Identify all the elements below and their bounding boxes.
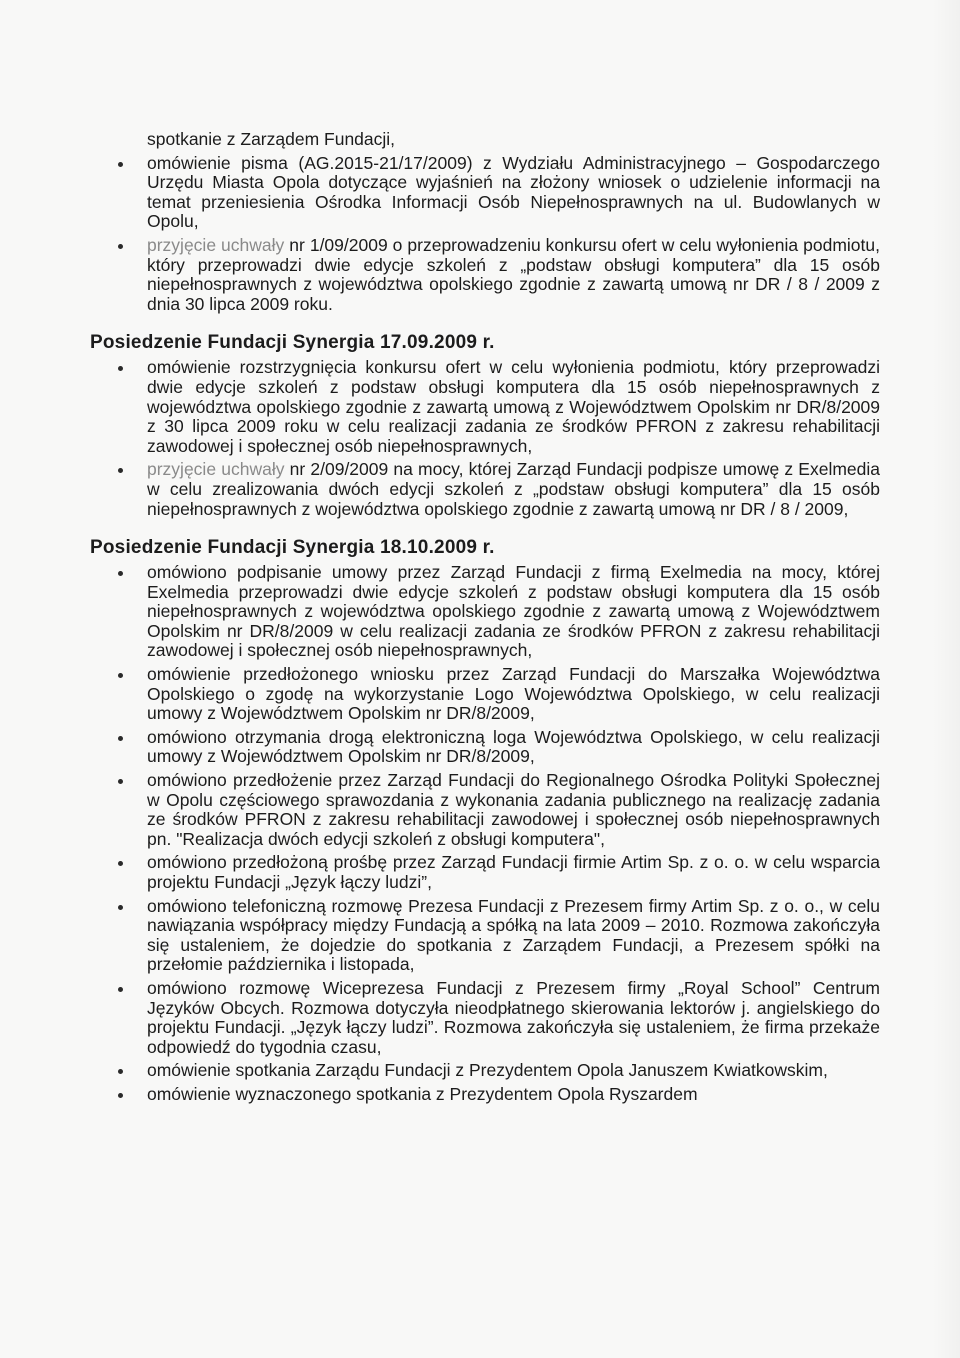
list-item <box>90 130 880 150</box>
item-text: omówienie rozstrzygnięcia konkursu ofert w celu wyłonienia podmiotu, który przeprowadzi dwie edycje szkoleń z podstaw obsługi komputera dla 15 osób niepełnosprawnych z województwa opolskiego zgodnie z zawartą umową z Województwem Opolskim nr DR/8/2009 z 30 lipca 2009 roku w celu realizacji zadania ze środków PFRON z zakresu rehabilitacji zawodowej i społecznej osób niepełnosprawnych, <box>147 357 880 456</box>
list-item <box>90 665 880 724</box>
document-body <box>90 130 880 1109</box>
item-text: omówienie wyznaczonego spotkania z Prezydentem Opola Ryszardem <box>147 1083 698 1104</box>
section-heading: Posiedzenie Fundacji Synergia 18.10.2009 r. <box>90 537 495 559</box>
item-text: omówiono podpisanie umowy przez Zarząd Fundacji z firmą Exelmedia na mocy, której Exelmedia przeprowadzi dwie edycje szkoleń z podstaw obsługi komputera dla 15 osób niepełnosprawnych z województwa opolskiego zgodnie z zawartą umową z Województwem Opolskim nr DR/8/2009 w celu realizacji zadania ze środków PFRON z zakresu rehabilitacji zawodowej i społecznej osób niepełnosprawnych, <box>147 562 880 661</box>
list-item <box>90 728 880 767</box>
bullet-icon <box>118 987 123 992</box>
bullet-icon <box>118 673 123 678</box>
bullet-icon <box>118 244 123 249</box>
section-heading: Posiedzenie Fundacji Synergia 17.09.2009 r. <box>90 332 495 354</box>
list-item <box>90 236 880 314</box>
bullet-icon <box>118 1093 123 1098</box>
faint-prefix-text: przyjęcie uchwały <box>147 234 285 255</box>
item-text: spotkanie z Zarządem Fundacji, <box>147 129 396 149</box>
bullet-icon <box>118 1069 123 1074</box>
meeting-section <box>90 332 880 519</box>
bullet-icon <box>118 861 123 866</box>
item-text: omówiono przedłożoną prośbę przez Zarząd Fundacji firmie Artim Sp. z o. o. w celu wsparcia projektu Fundacji „Język łączy ludzi”, <box>147 852 880 892</box>
item-text: omówiono przedłożenie przez Zarząd Fundacji do Regionalnego Ośrodka Polityki Społecznej w Opolu częściowego sprawozdania z wykonania zadania publicznego na realizację zadania ze środków PFRON z zakresu rehabilitacji zawodowej i społecznej osób niepełnosprawnych pn. "Realizacja dwóch edycji szkoleń z obsługi komputera", <box>147 770 880 849</box>
list-item <box>90 1085 880 1105</box>
faint-prefix-text: przyjęcie uchwały <box>147 459 285 480</box>
section-item-list <box>90 563 880 1104</box>
item-text: omówiono rozmowę Wiceprezesa Fundacji z Prezesem firmy „Royal School” Centrum Języków Obcych. Rozmowa dotyczyła nieodpłatnego skierowania lektorów j. angielskiego do projektu Fundacji. „Język łączy ludzi”. Rozmowa zakończyła się ustaleniem, że firma przekaże odpowiedź do tygodnia czasu, <box>147 977 880 1057</box>
list-item <box>90 771 880 849</box>
list-item <box>90 897 880 975</box>
list-item <box>90 358 880 456</box>
item-text: nr 1/09/2009 o przeprowadzeniu konkursu ofert w celu wyłonienia podmiotu, który przeprowadzi dwie edycje szkoleń z „podstaw obsługi komputera” dla 15 osób niepełnosprawnych z województwa opolskiego zgodnie z zawartą umową nr DR / 8 / 2009 z dnia 30 lipca 2009 roku. <box>147 234 880 314</box>
bullet-icon <box>118 366 123 371</box>
item-text: omówienie spotkania Zarządu Fundacji z Prezydentem Opola Januszem Kwiatkowskim, <box>147 1060 828 1081</box>
list-item <box>90 979 880 1057</box>
section-item-list <box>90 358 880 519</box>
item-text: omówienie przedłożonego wniosku przez Zarząd Fundacji do Marszałka Województwa Opolskiego o zgodę na wykorzystanie Logo Województwa Opolskiego, w celu realizacji umowy z Województwem Opolskim nr DR/8/2009, <box>147 664 880 724</box>
bullet-icon <box>118 162 123 167</box>
scan-edge-shadow <box>932 0 960 1358</box>
item-text: nr 2/09/2009 na mocy, której Zarząd Fundacji podpisze umowę z Exelmedia w celu zrealizowania dwóch edycji szkoleń z „podstaw obsługi komputera” dla 15 osób niepełnosprawnych z województwa opolskiego zgodnie z zawartą umową nr DR / 8 / 2009, <box>147 459 881 519</box>
item-text: omówiono telefoniczną rozmowę Prezesa Fundacji z Prezesem firmy Artim Sp. z o. o., w celu nawiązania współpracy między Fundacją a spółką na lata 2009 – 2010. Rozmowa zakończyła się ustaleniem, że dojedzie do spotkania z Zarządem Fundacji, a Prezesem spółki na przełomie października i listopada, <box>147 895 880 975</box>
bullet-icon <box>118 736 123 741</box>
bullet-icon <box>118 779 123 784</box>
list-item <box>90 853 880 892</box>
list-item <box>90 460 880 519</box>
meeting-section <box>90 537 880 1104</box>
item-text: omówienie pisma (AG.2015-21/17/2009) z Wydziału Administracyjnego – Gospodarczego Urzędu Miasta Opola dotyczące wyjaśnień na złożony wniosek o udzielenie informacji na temat przeniesienia Ośrodka Informacji Osób Niepełnosprawnych na ul. Budowlanych w Opolu, <box>147 152 880 232</box>
bullet-icon <box>118 905 123 910</box>
intro-list <box>90 130 880 314</box>
list-item <box>90 154 880 232</box>
list-item <box>90 563 880 661</box>
sections-container <box>90 332 880 1104</box>
bullet-icon <box>118 468 123 473</box>
item-text: omówiono otrzymania drogą elektroniczną loga Województwa Opolskiego, w celu realizacji umowy z Województwem Opolskim nr DR/8/2009, <box>147 726 880 767</box>
bullet-icon <box>118 571 123 576</box>
list-item <box>90 1061 880 1081</box>
